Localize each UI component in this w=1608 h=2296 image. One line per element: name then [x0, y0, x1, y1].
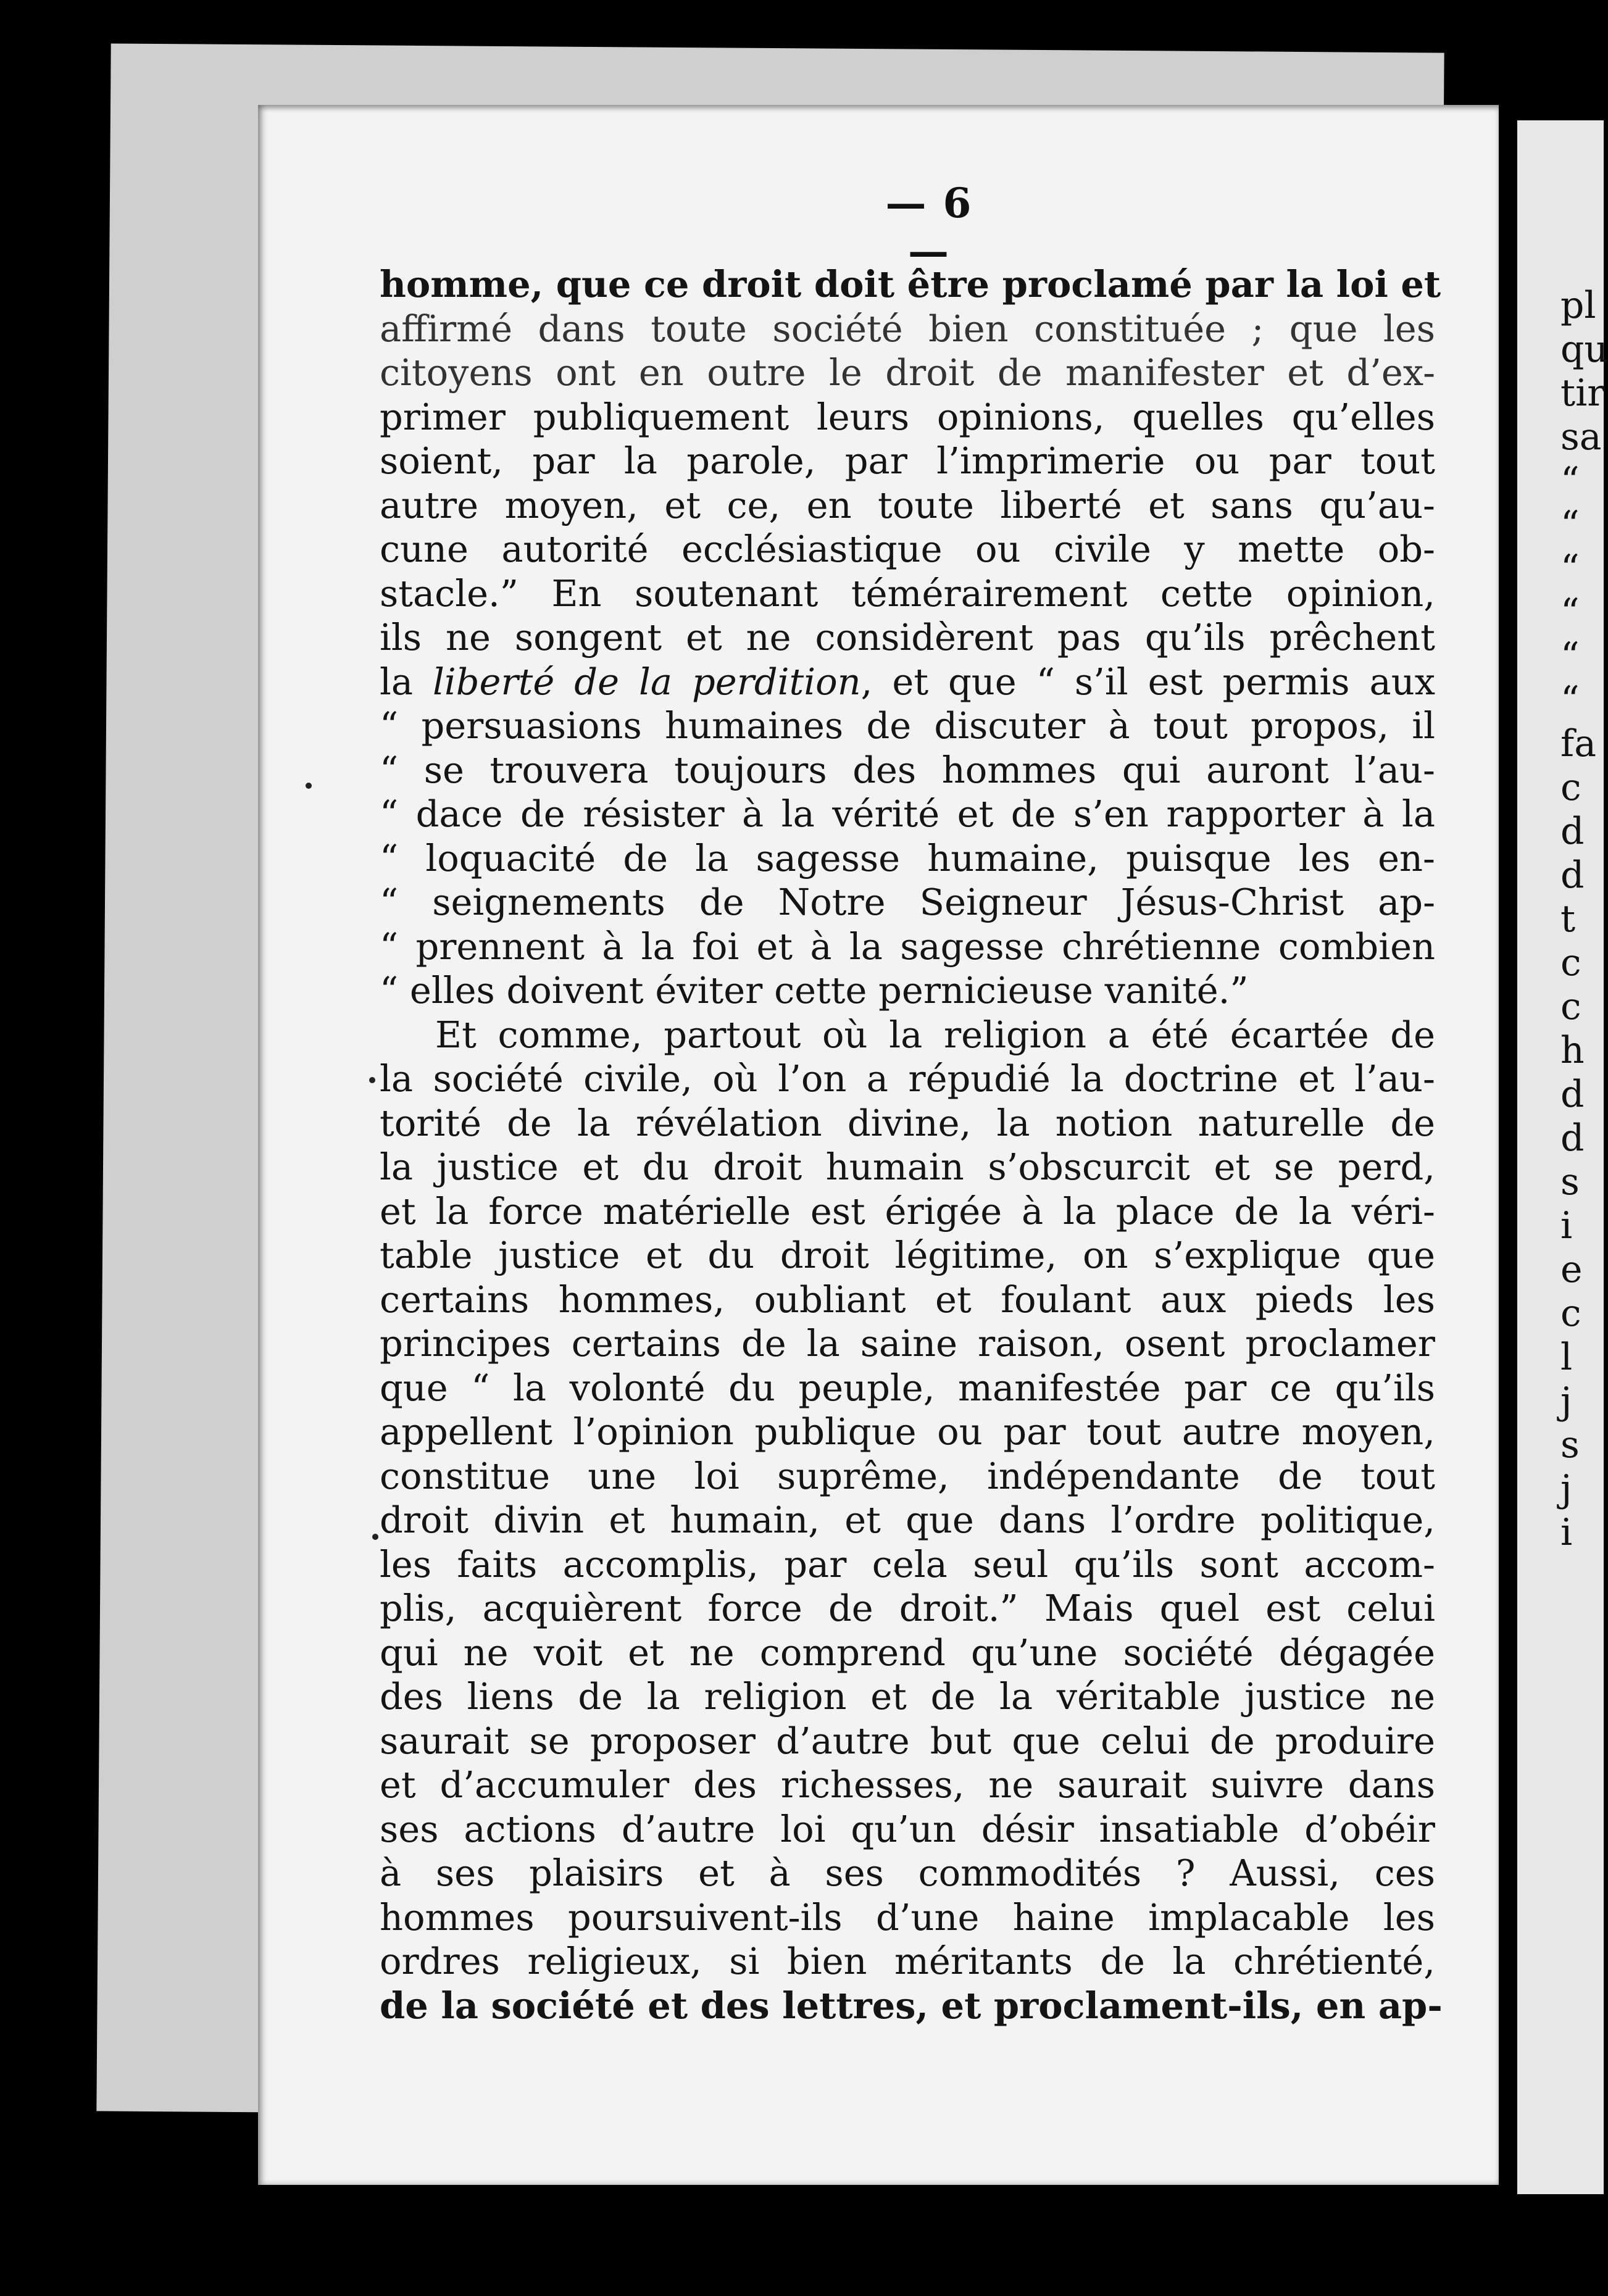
text-line: et la force matérielle est érigée à la place de la véri-: [380, 1189, 1435, 1233]
text-line: ils ne songent et ne considèrent pas qu’ils prêchent: [380, 616, 1435, 659]
text-line: torité de la révélation divine, la notion naturelle de: [380, 1101, 1435, 1144]
text-line: ordres religieux, si bien méritants de la chrétienté,: [380, 1940, 1435, 1982]
text-line: appellent l’opinion publique ou par tout autre moyen,: [380, 1410, 1435, 1453]
text-line: la justice et du droit humain s’obscurcit et se perd,: [380, 1146, 1435, 1188]
adjacent-page-fragment: s: [1560, 1423, 1580, 1466]
text-line: certains hommes, oubliant et foulant aux pieds les: [380, 1278, 1435, 1321]
italic-phrase: liberté de la perdition: [433, 660, 861, 703]
text-line: saurait se proposer d’autre but que celui de produire: [380, 1719, 1435, 1762]
text-line: “ elles doivent éviter cette pernicieuse vanité.”: [380, 969, 1249, 1012]
text-line-italic: [380, 660, 1435, 704]
text-line: à ses plaisirs et à ses commodités ? Aussi, ces: [380, 1852, 1435, 1894]
paragraph-start: Et comme, partout où la religion a été écartée de: [435, 1013, 1435, 1056]
adjacent-page-fragment: e: [1560, 1248, 1583, 1291]
adjacent-page-fragment: qu: [1560, 328, 1608, 371]
text-line: table justice et du droit légitime, on s’explique que: [380, 1234, 1435, 1276]
text-line: la société civile, où l’on a répudié la doctrine et l’au-: [380, 1057, 1435, 1100]
adjacent-page-fragment: “: [1560, 547, 1580, 590]
text-line: “ loquacité de la sagesse humaine, puisque les en-: [380, 836, 1435, 880]
text-line: et d’accumuler des richesses, ne saurait suivre dans: [380, 1763, 1435, 1806]
adjacent-page-fragment: j: [1560, 1379, 1572, 1423]
text-line: “ persuasions humaines de discuter à tout propos, il: [380, 704, 1435, 747]
adjacent-page-fragment: t: [1560, 897, 1576, 941]
adjacent-page-fragment: d: [1560, 1073, 1585, 1116]
adjacent-page-fragment: “: [1560, 678, 1580, 722]
adjacent-page-fragment: d: [1560, 810, 1585, 853]
adjacent-page-fragment: “: [1560, 459, 1580, 502]
adjacent-page-fragment: d: [1560, 854, 1585, 897]
text-line: principes certains de la saine raison, osent proclamer: [380, 1322, 1435, 1365]
adjacent-page-fragment: l: [1560, 1336, 1573, 1379]
scan-speck: [306, 783, 312, 789]
text-line: homme, que ce droit doit être proclamé par la loi et: [380, 263, 1441, 306]
text-line: stacle.” En soutenant témérairement cette opinion,: [380, 572, 1435, 615]
text-line: des liens de la religion et de la véritable justice ne: [380, 1675, 1435, 1718]
text-line: ses actions d’autre loi qu’un désir insatiable d’obéir: [380, 1807, 1435, 1850]
adjacent-page-fragment: s: [1560, 1160, 1580, 1204]
text-line: primer publiquement leurs opinions, quelles qu’elles: [380, 395, 1435, 438]
text-line: de la société et des lettres, et proclament-ils, en ap-: [380, 1984, 1443, 2027]
text-line: hommes poursuivent-ils d’une haine implacable les: [380, 1895, 1435, 1939]
adjacent-page-fragment: “: [1560, 591, 1580, 634]
adjacent-page-fragment: c: [1560, 985, 1581, 1028]
text-line: “ seignements de Notre Seigneur Jésus-Christ ap-: [380, 881, 1435, 923]
page-number: — 6 —: [885, 179, 973, 275]
text-line: les faits accomplis, par cela seul qu’ils sont accom-: [380, 1542, 1435, 1586]
adjacent-page-fragment: i: [1560, 1204, 1573, 1247]
adjacent-page-fragment: “: [1560, 503, 1580, 546]
scan-speck: [369, 1077, 375, 1083]
adjacent-page-fragment: “: [1560, 634, 1580, 678]
text-line: autre moyen, et ce, en toute liberté et sans qu’au-: [380, 483, 1435, 526]
adjacent-page-fragment: h: [1560, 1029, 1585, 1072]
text-line: citoyens ont en outre le droit de manifester et d’ex-: [380, 351, 1435, 394]
adjacent-page-fragment: sa: [1560, 415, 1602, 459]
text-line: droit divin et humain, et que dans l’ordre politique,: [380, 1499, 1435, 1541]
adjacent-page-fragment: c: [1560, 1292, 1581, 1335]
adjacent-page-fragment: i: [1560, 1511, 1573, 1554]
text-line: cune autorité ecclésiastique ou civile y mette ob-: [380, 528, 1435, 570]
adjacent-page-text: [1560, 284, 1608, 1555]
text-line: constitue une loi suprême, indépendante de tout: [380, 1454, 1435, 1497]
adjacent-page-fragment: j: [1560, 1467, 1572, 1510]
adjacent-page-fragment: tir: [1560, 372, 1605, 415]
text-fragment: , et que “ s’il est permis aux: [860, 660, 1435, 703]
scan-speck: [372, 1534, 378, 1540]
text-line: “ prennent à la foi et à la sagesse chrétienne combien: [380, 925, 1435, 968]
text-line: soient, par la parole, par l’imprimerie ou par tout: [380, 439, 1435, 482]
adjacent-page-fragment: fa: [1560, 722, 1596, 765]
adjacent-page-fragment: c: [1560, 941, 1581, 984]
text-line: qui ne voit et ne comprend qu’une société dégagée: [380, 1631, 1435, 1674]
text-line: plis, acquièrent force de droit.” Mais quel est celui: [380, 1587, 1435, 1629]
text-line: “ dace de résister à la vérité et de s’en rapporter à la: [380, 792, 1435, 835]
adjacent-page-fragment: c: [1560, 766, 1581, 809]
text-line: affirmé dans toute société bien constituée ; que les: [380, 307, 1435, 350]
text-fragment: la: [380, 660, 414, 703]
adjacent-page-fragment: pl: [1560, 284, 1596, 327]
text-line: “ se trouvera toujours des hommes qui auront l’au-: [380, 748, 1435, 791]
text-line: que “ la volonté du peuple, manifestée par ce qu’ils: [380, 1366, 1435, 1409]
adjacent-page-fragment: d: [1560, 1117, 1585, 1160]
body-text: [380, 262, 1443, 2028]
